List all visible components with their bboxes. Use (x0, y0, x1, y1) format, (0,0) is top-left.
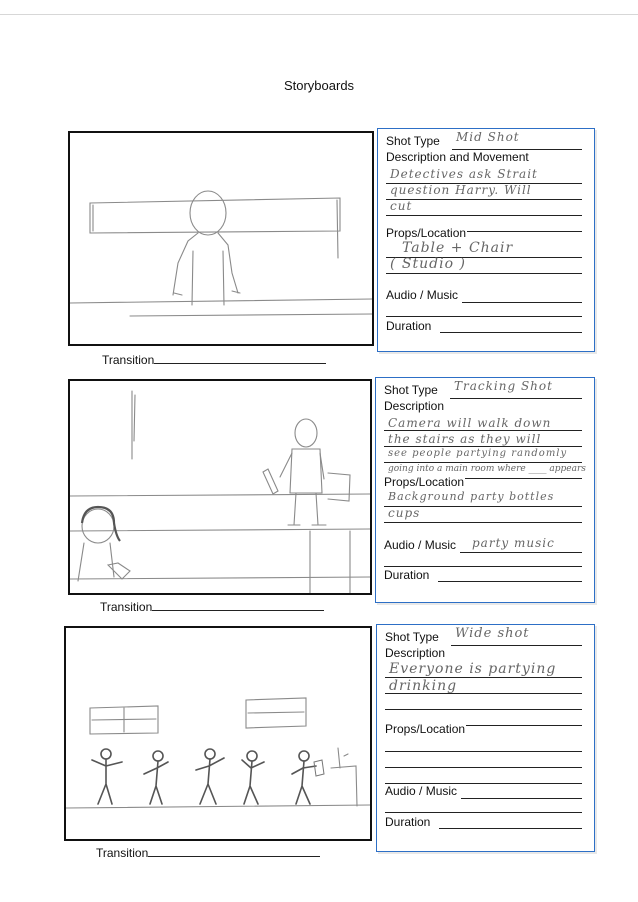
description-line-1[interactable]: Detectives ask Strait (390, 167, 538, 181)
transition-field-2[interactable] (100, 600, 324, 614)
description-label: Description (385, 646, 446, 660)
audio-music-label: Audio / Music (386, 288, 459, 302)
description-label: Description (384, 399, 445, 413)
audio-music-label: Audio / Music (384, 538, 457, 552)
description-line-1[interactable]: Everyone is partying (389, 661, 557, 677)
audio-music-label: Audio / Music (385, 784, 458, 798)
page-title: Storyboards (283, 78, 355, 93)
duration-label: Duration (384, 568, 430, 582)
shot-details-panel-2 (375, 377, 595, 603)
sketch-party-stairs (70, 381, 370, 593)
sketch-detective-at-table (70, 133, 372, 344)
shot-type-value: Wide shot (455, 626, 530, 641)
props-line-2[interactable]: cups (388, 506, 421, 520)
description-line-2[interactable]: drinking (389, 678, 458, 694)
props-location-field (384, 475, 582, 489)
duration-field[interactable] (385, 815, 582, 829)
transition-field-1[interactable] (102, 353, 326, 367)
description-line-4[interactable]: going into a main room where ____ appears (388, 464, 586, 474)
transition-field-3[interactable] (96, 846, 320, 860)
props-line-2[interactable]: ( Studio ) (390, 256, 466, 272)
props-location-label: Props/Location (386, 226, 467, 240)
duration-label: Duration (386, 319, 432, 333)
transition-label: Transition (100, 600, 153, 614)
sketch-wide-party (66, 628, 370, 839)
description-line-3[interactable]: cut (390, 199, 413, 213)
props-location-label: Props/Location (384, 475, 465, 489)
storyboard-frame-3 (64, 626, 372, 841)
audio-music-field[interactable] (385, 784, 582, 798)
description-line-1[interactable]: Camera will walk down (388, 416, 552, 430)
shot-type-value: Mid Shot (456, 130, 520, 144)
audio-music-value: party music (472, 536, 555, 550)
duration-field[interactable] (384, 568, 582, 582)
duration-field[interactable] (386, 319, 582, 333)
storyboard-frame-1 (68, 131, 374, 346)
transition-label: Transition (96, 846, 149, 860)
description-line-2[interactable]: the stairs as they will (388, 432, 542, 446)
props-line-1[interactable]: Table + Chair (402, 240, 514, 256)
props-location-label: Props/Location (385, 722, 466, 736)
props-location-field (386, 226, 582, 240)
transition-label: Transition (102, 353, 155, 367)
props-location-field (385, 722, 582, 736)
scan-edge-line (0, 14, 638, 15)
duration-label: Duration (385, 815, 431, 829)
shot-type-label: Shot Type (385, 630, 439, 644)
shot-details-panel-1 (377, 128, 595, 352)
description-label: Description and Movement (386, 150, 529, 164)
shot-type-label: Shot Type (384, 383, 438, 397)
shot-type-label: Shot Type (386, 134, 440, 148)
shot-type-value: Tracking Shot (454, 379, 553, 393)
description-field (386, 150, 582, 164)
shot-details-panel-3 (376, 624, 595, 852)
description-field (385, 646, 582, 660)
description-field (384, 399, 582, 413)
audio-music-field[interactable] (386, 288, 582, 302)
description-line-2[interactable]: question Harry. Will (390, 183, 532, 197)
props-line-1[interactable]: Background party bottles (388, 490, 555, 503)
storyboard-frame-2 (68, 379, 372, 595)
description-line-3[interactable]: see people partying randomly (388, 448, 568, 459)
